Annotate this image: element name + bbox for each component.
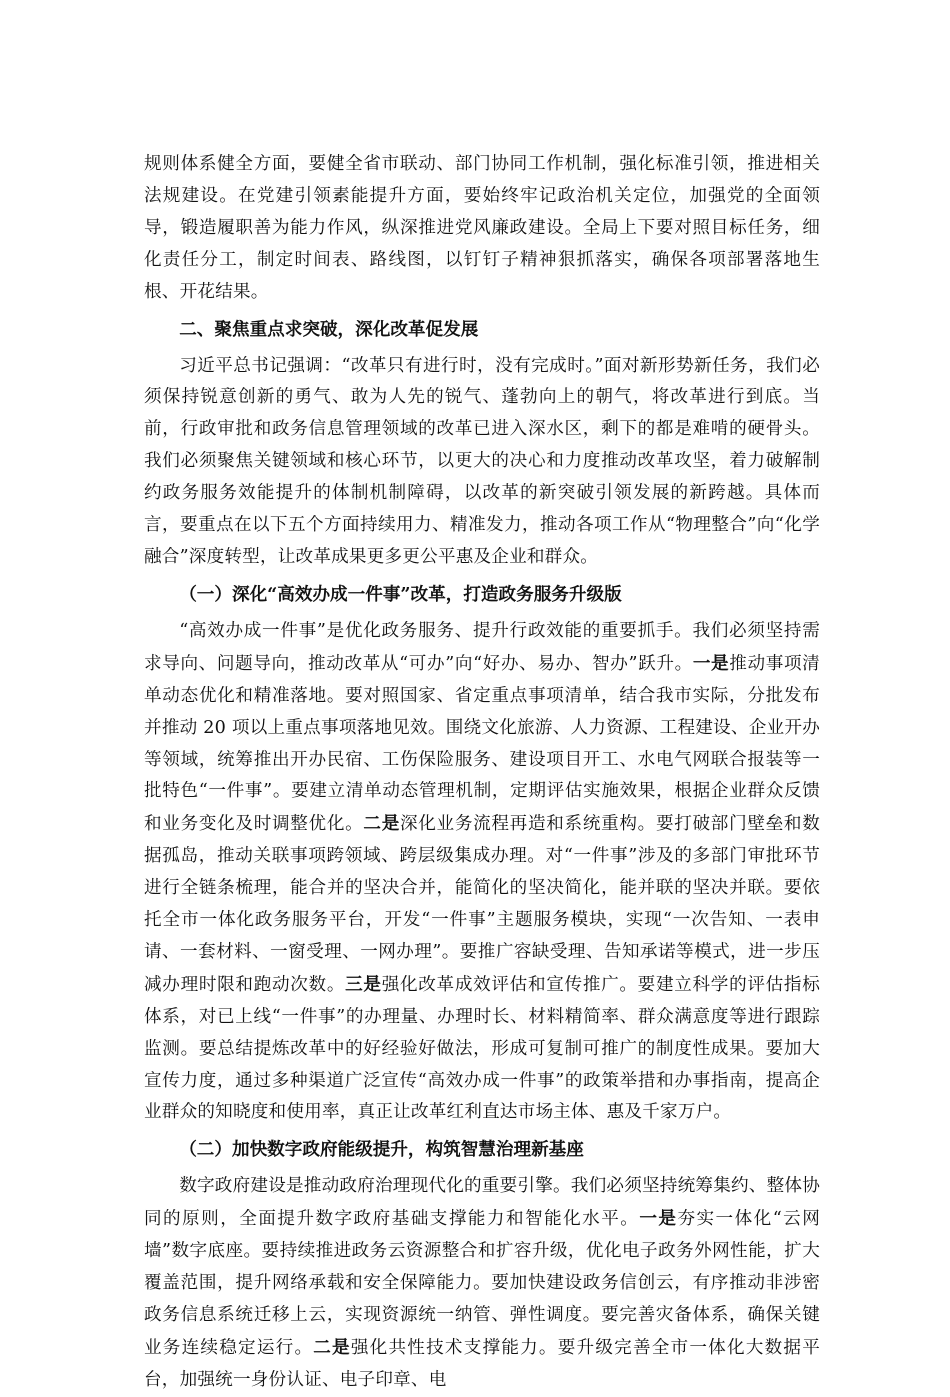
text-span: 夯实一体化“云网墙”数字底座。要持续推进政务云资源整合和扩容升级，优化电子政务外网性能，扩大覆盖范围，提升网络承载和安全保障能力。要加快建设政务信创云，有序推动非涉密政务信息系统迁移上云，实现资源统一纳管、弹性调度。要完善灾备体系，确保关键业务连续稳定运行。 bbox=[144, 1209, 820, 1358]
emphasis-first: 一是 bbox=[639, 1208, 678, 1230]
paragraph-rules-system: 规则体系健全方面，要健全省市联动、部门协同工作机制，强化标准引领，推进相关法规建设。在党建引领素能提升方面，要始终牢记政治机关定位，加强党的全面领导，锻造履职善为能力作风，纵深推进党风廉政建设。全局上下要对照目标任务，细化责任分工，制定时间表、路线图，以钉钉子精神狠抓落实，确保各项部署落地生根、开花结果。 bbox=[144, 154, 820, 302]
text-span: 强化共性技术支撑能力。要升级完善全市一体化大数据平台，加强统一身份认证、电子印章、电 bbox=[144, 1337, 820, 1390]
emphasis-second: 二是 bbox=[363, 813, 400, 835]
emphasis-second: 二是 bbox=[313, 1336, 351, 1358]
subsection-heading-one-thing: （一）深化“高效办成一件事”改革，打造政务服务升级版 bbox=[179, 583, 622, 605]
paragraph-digital-gov bbox=[144, 1171, 820, 1396]
text-span: 深化业务流程再造和系统重构。要打破部门壁垒和数据孤岛，推动关联事项跨领域、跨层级集成办理。对“一件事”涉及的多部门审批环节进行全链条梳理，能合并的坚决合并，能简化的坚决简化，能并联的坚决并联。要依托全市一体化政务服务平台，开发“一件事”主题服务模块，实现“一次告知、一表申请、一套材料、一窗受理、一网办理”。要推广容缺受理、告知承诺等模式，进一步压减办理时限和跑动次数。 bbox=[144, 814, 821, 995]
text-span: 数字政府建设是推动政府治理现代化的重要引擎。我们必须坚持统筹集约、整体协同的原则，全面提升数字政府基础支撑能力和智能化水平。 bbox=[144, 1176, 820, 1230]
text-span: 推动事项清单动态优化和精准落地。要对照国家、省定重点事项清单，结合我市实际，分批发布并推动 20 项以上重点事项落地见效。围绕文化旅游、人力资源、工程建设、企业开办等领域，统筹推出开办民宿、工伤保险服务、建设项目开工、水电气网联合报装等一批特色“一件事”。要建立清单动态管理机制，定期评估实施效果，根据企业群众反馈和业务变化及时调整优化。 bbox=[144, 653, 820, 835]
emphasis-third: 三是 bbox=[345, 973, 382, 995]
text-span: “高效办成一件事”是优化政务服务、提升行政效能的重要抓手。我们必须坚持需求导向、问题导向，推动改革从“可办”向“好办、易办、智办”跃升。 bbox=[144, 620, 820, 674]
paragraph-one-thing bbox=[144, 616, 820, 1130]
text-span: 强化改革成效评估和宣传推广。要建立科学的评估指标体系，对已上线“一件事”的办理量、办理时长、材料精简率、群众满意度等进行跟踪监测。要总结提炼改革中的好经验好做法，形成可复制可推广的制度性成果。要加大宣传力度，通过多种渠道广泛宣传“高效办成一件事”的政策举措和办事指南，提高企业群众的知晓度和使用率，真正让改革红利直达市场主体、惠及千家万户。 bbox=[144, 974, 821, 1123]
emphasis-first: 一是 bbox=[692, 652, 730, 674]
document-body bbox=[144, 149, 820, 1397]
paragraph-reform-intro: 习近平总书记强调：“改革只有进行时，没有完成时。”面对新形势新任务，我们必须保持锐意创新的勇气、敢为人先的锐气、蓬勃向上的朝气，将改革进行到底。当前，行政审批和政务信息管理领域的改革已进入深水区，剩下的都是难啃的硬骨头。我们必须聚焦关键领域和核心环节，以更大的决心和力度推动改革攻坚，着力破解制约政务服务效能提升的体制机制障碍，以改革的新突破引领发展的新跨越。具体而言，要重点在以下五个方面持续用力、精准发力，推动各项工作从“物理整合”向“化学融合”深度转型，让改革成果更多更公平惠及企业和群众。 bbox=[144, 355, 820, 567]
section-heading-reform: 二、聚焦重点求突破，深化改革促发展 bbox=[179, 318, 479, 340]
subsection-heading-digital-gov: （二）加快数字政府能级提升，构筑智慧治理新基座 bbox=[179, 1139, 584, 1161]
